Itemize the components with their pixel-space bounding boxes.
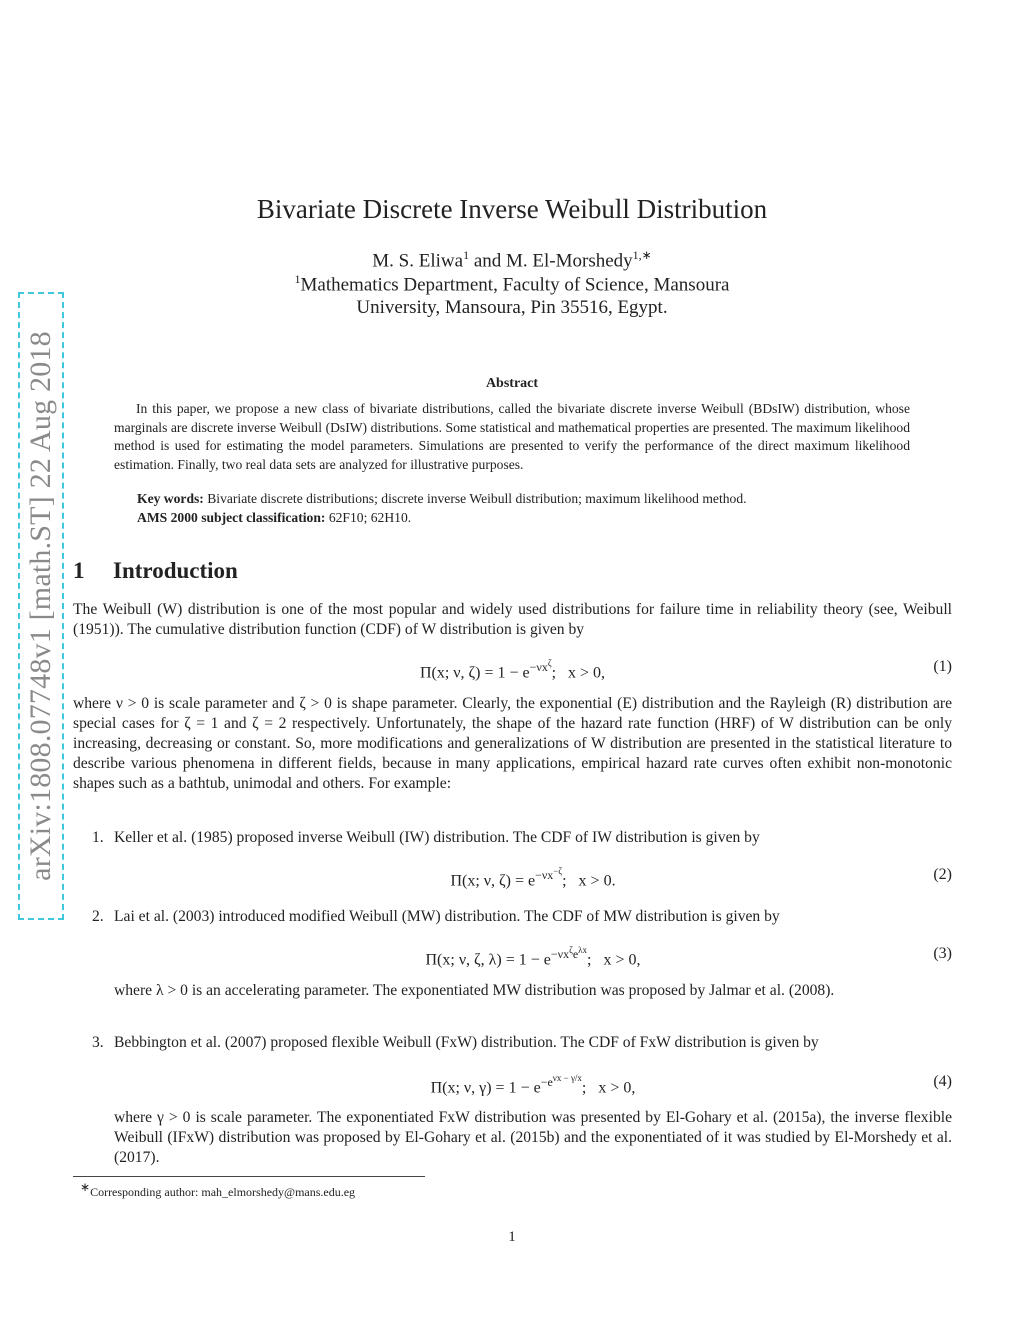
list-marker: 1.	[92, 829, 104, 846]
equation-4	[114, 1073, 952, 1097]
ams-line	[137, 510, 917, 526]
eq4-lhs: Π(x; ν, γ) = 1 − e	[430, 1079, 541, 1097]
eq1-lhs: Π(x; ν, ζ) = 1 − e	[419, 664, 530, 682]
equation-3-number: (3)	[933, 945, 952, 962]
list-item-text: Bebbington et al. (2007) proposed flexible Weibull (FxW) distribution. The CDF of FxW distribution is given by	[114, 1034, 819, 1051]
intro-paragraph-2	[73, 694, 952, 794]
eq3-exp: −νx	[550, 947, 570, 961]
eq3-exp-tail: e	[572, 947, 579, 961]
equation-2-body	[114, 866, 952, 890]
eq3-exp-sup: ζ	[569, 945, 573, 955]
list-item-text: Lai et al. (2003) introduced modified Weibull (MW) distribution. The CDF of MW distribution is given by	[114, 908, 780, 925]
equation-1	[73, 658, 952, 682]
eq1-exp-sup: ζ	[547, 658, 552, 668]
keywords-label: Key words:	[137, 491, 204, 506]
affiliation-line-1	[0, 272, 1024, 296]
eq4-exp-sup: νx − γ/x	[552, 1073, 582, 1083]
eq3-rhs: ; x > 0,	[587, 951, 641, 969]
equation-4-number: (4)	[933, 1073, 952, 1090]
affiliation-text-1: Mathematics Department, Faculty of Science, Mansoura	[300, 274, 730, 296]
author-2: M. El-Morshedy	[506, 250, 633, 272]
eq2-lhs: Π(x; ν, ζ) = e	[450, 872, 536, 890]
eq1-exp: −νx	[529, 660, 548, 674]
equation-4-body	[114, 1073, 952, 1097]
section-number: 1	[73, 558, 85, 583]
list-item-text: Keller et al. (1985) proposed inverse Weibull (IW) distribution. The CDF of IW distribution is given by	[114, 829, 760, 846]
author-2-affil-mark: 1,∗	[632, 248, 652, 262]
page-number: 1	[508, 1229, 516, 1245]
ams-text: 62F10; 62H10.	[328, 510, 412, 525]
keywords-line	[137, 491, 917, 507]
keywords-text: Bivariate discrete distributions; discrete inverse Weibull distribution; maximum likelihood method.	[207, 491, 747, 506]
eq3-lhs: Π(x; ν, ζ, λ) = 1 − e	[425, 951, 551, 969]
equation-1-body	[73, 658, 952, 682]
abstract-body	[114, 400, 910, 474]
eq2-exp: −νx	[535, 868, 554, 882]
affiliation-mark: 1	[294, 272, 301, 286]
ams-label: AMS 2000 subject classification:	[137, 510, 326, 525]
author-connector: and	[469, 250, 506, 272]
equation-2	[114, 866, 952, 890]
list-marker: 2.	[92, 908, 104, 925]
author-list	[0, 248, 1024, 272]
equation-3	[114, 945, 952, 969]
footnote-rule	[73, 1176, 425, 1177]
footnote-text: Corresponding author: mah_elmorshedy@mans.edu.eg	[90, 1185, 356, 1199]
list-item-followup: where γ > 0 is scale parameter. The exponentiated FxW distribution was presented by El-Gohary et al. (2015a), the inverse flexible Weibull (IFxW) distribution was proposed by El-Gohary et al. (2015b) and the exponentiated of it was studied by El-Morshedy et al. (2017).	[114, 1109, 952, 1166]
eq2-rhs: ; x > 0.	[562, 872, 616, 890]
paper-title: Bivariate Discrete Inverse Weibull Distribution	[256, 194, 768, 224]
footnote	[80, 1180, 355, 1200]
section-heading	[73, 558, 238, 584]
intro-paragraph-1-text: The Weibull (W) distribution is one of the most popular and widely used distributions for failure time in reliability theory (see, Weibull (1951)). The cumulative distribution function (CDF) of W distribution is given by	[73, 601, 952, 638]
abstract-text: In this paper, we propose a new class of bivariate distributions, called the bivariate discrete inverse Weibull (BDsIW) distribution, whose marginals are discrete inverse Weibull (DsIW) distributions. Some statistical and mathematical properties are presented. The maximum likelihood method is used for estimating the model parameters. Simulations are presented to verify the performance of the direct maximum likelihood estimation. Finally, two real data sets are analyzed for illustrative purposes.	[114, 401, 910, 472]
list-marker: 3.	[92, 1034, 104, 1051]
list-item-followup: where λ > 0 is an accelerating parameter. The exponentiated MW distribution was proposed by Jalmar et al. (2008).	[114, 982, 835, 999]
abstract-heading: Abstract	[485, 376, 539, 391]
affiliation-line-2: University, Mansoura, Pin 35516, Egypt.	[356, 297, 668, 318]
eq4-exp: −e	[540, 1075, 553, 1089]
eq4-rhs: ; x > 0,	[581, 1079, 636, 1097]
eq1-rhs: ; x > 0,	[551, 664, 606, 682]
section-title: Introduction	[113, 558, 238, 583]
intro-paragraph-2-text: where ν > 0 is scale parameter and ζ > 0 is shape parameter. Clearly, the exponential (E) distribution and the Rayleigh (R) distribution are special cases for ζ = 1 and ζ = 2 respectively. Unfortunately, the shape of the hazard rate function (HRF) of W distribution can be only increasing, decreasing or constant. So, more modifications and generalizations of W distribution are presented in the statistical literature to describe various phenomena in different fields, because in many applications, empirical hazard rate curves often exhibit non-monotonic shapes such as a bathtub, unimodal and others. For example:	[73, 695, 952, 792]
arxiv-identifier: arXiv:1808.07748v1 [math.ST] 22 Aug 2018	[24, 331, 57, 881]
equation-1-number: (1)	[933, 658, 952, 675]
eq3-exp-tail-sup: λx	[578, 945, 588, 955]
eq2-exp-sup: −ζ	[553, 866, 563, 876]
intro-paragraph-1	[73, 600, 952, 640]
footnote-mark: ∗	[80, 1180, 91, 1194]
author-1: M. S. Eliwa	[372, 250, 464, 272]
author-1-affil-mark: 1	[463, 248, 470, 262]
equation-3-body	[114, 945, 952, 969]
equation-2-number: (2)	[933, 866, 952, 883]
